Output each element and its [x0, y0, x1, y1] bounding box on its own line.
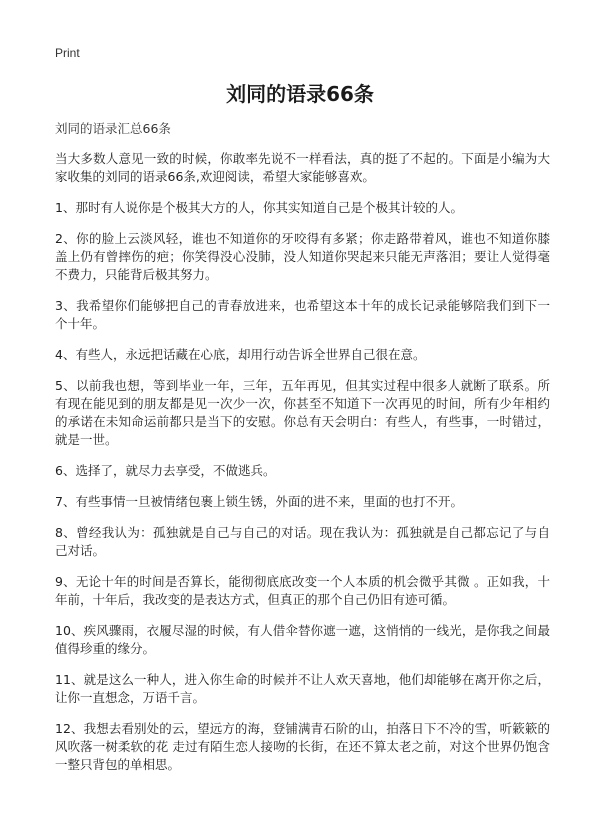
quote-item-3: 3、我希望你们能够把自己的青春放进来，也希望这本十年的成长记录能够陪我们到下一个十年。 — [55, 298, 550, 331]
quote-item-11: 11、就是这么一种人，进入你生命的时候并不让人欢天喜地，他们却能够在离开你之后，让你一直想念，万语千言。 — [55, 672, 550, 705]
print-link[interactable]: Print — [55, 46, 80, 60]
quote-item-6: 6、选择了，就尽力去享受，不做逃兵。 — [55, 463, 276, 478]
quote-item-8: 8、曾经我认为：孤独就是自己与自己的对话。现在我认为：孤独就是自己都忘记了与自己对话。 — [55, 525, 550, 558]
intro-paragraph: 当大多数人意见一致的时候，你敢率先说不一样看法，真的挺了不起的。下面是小编为大家收集的刘同的语录66条,欢迎阅读，希望大家能够喜欢。 — [55, 151, 550, 184]
quote-item-12: 12、我想去看别处的云，望远方的海，登铺满青石阶的山，拍落日下不冷的雪，听簌簌的风吹落一树柔软的花 走过有陌生恋人接吻的长街，在还不算太老之前，对这个世界仍饱含一整只背包的单相思。 — [55, 721, 550, 772]
quote-item-7: 7、有些事情一旦被情绪包裹上锁生锈，外面的进不来，里面的也打不开。 — [55, 494, 463, 509]
page-title: 刘同的语录66条 — [226, 82, 374, 106]
quote-item-10: 10、疾风骤雨，衣履尽湿的时候，有人借伞替你遮一遮，这悄悄的一线光，是你我之间最值得珍重的缘分。 — [55, 623, 550, 656]
quote-item-5: 5、以前我也想，等到毕业一年，三年，五年再见，但其实过程中很多人就断了联系。所有现在能见到的朋友都是见一次少一次，你甚至不知道下一次再见的时间，所有少年相约的承诺在未知命运前都只是当下的安慰。你总有天会明白：有些人，有些事，一时错过，就是一世。 — [55, 378, 550, 447]
quote-item-9: 9、无论十年的时间是否算长，能彻彻底底改变一个人本质的机会微乎其微 。正如我，十年前，十年后，我改变的是表达方式，但真正的那个自己仍旧有迹可循。 — [55, 574, 550, 607]
quote-item-4: 4、有些人，永远把话藏在心底，却用行动告诉全世界自己很在意。 — [55, 347, 426, 362]
page-subtitle: 刘同的语录汇总66条 — [55, 121, 171, 136]
quote-item-2: 2、你的脸上云淡风轻，谁也不知道你的牙咬得有多紧；你走路带着风，谁也不知道你膝盖上仍有曾摔伤的疤；你笑得没心没肺，没人知道你哭起来只能无声落泪；要让人觉得毫不费力，只能背后极其努力。 — [55, 231, 550, 282]
quote-item-1: 1、那时有人说你是个极其大方的人，你其实知道自己是个极其计较的人。 — [55, 200, 463, 215]
article-body — [55, 150, 550, 787]
